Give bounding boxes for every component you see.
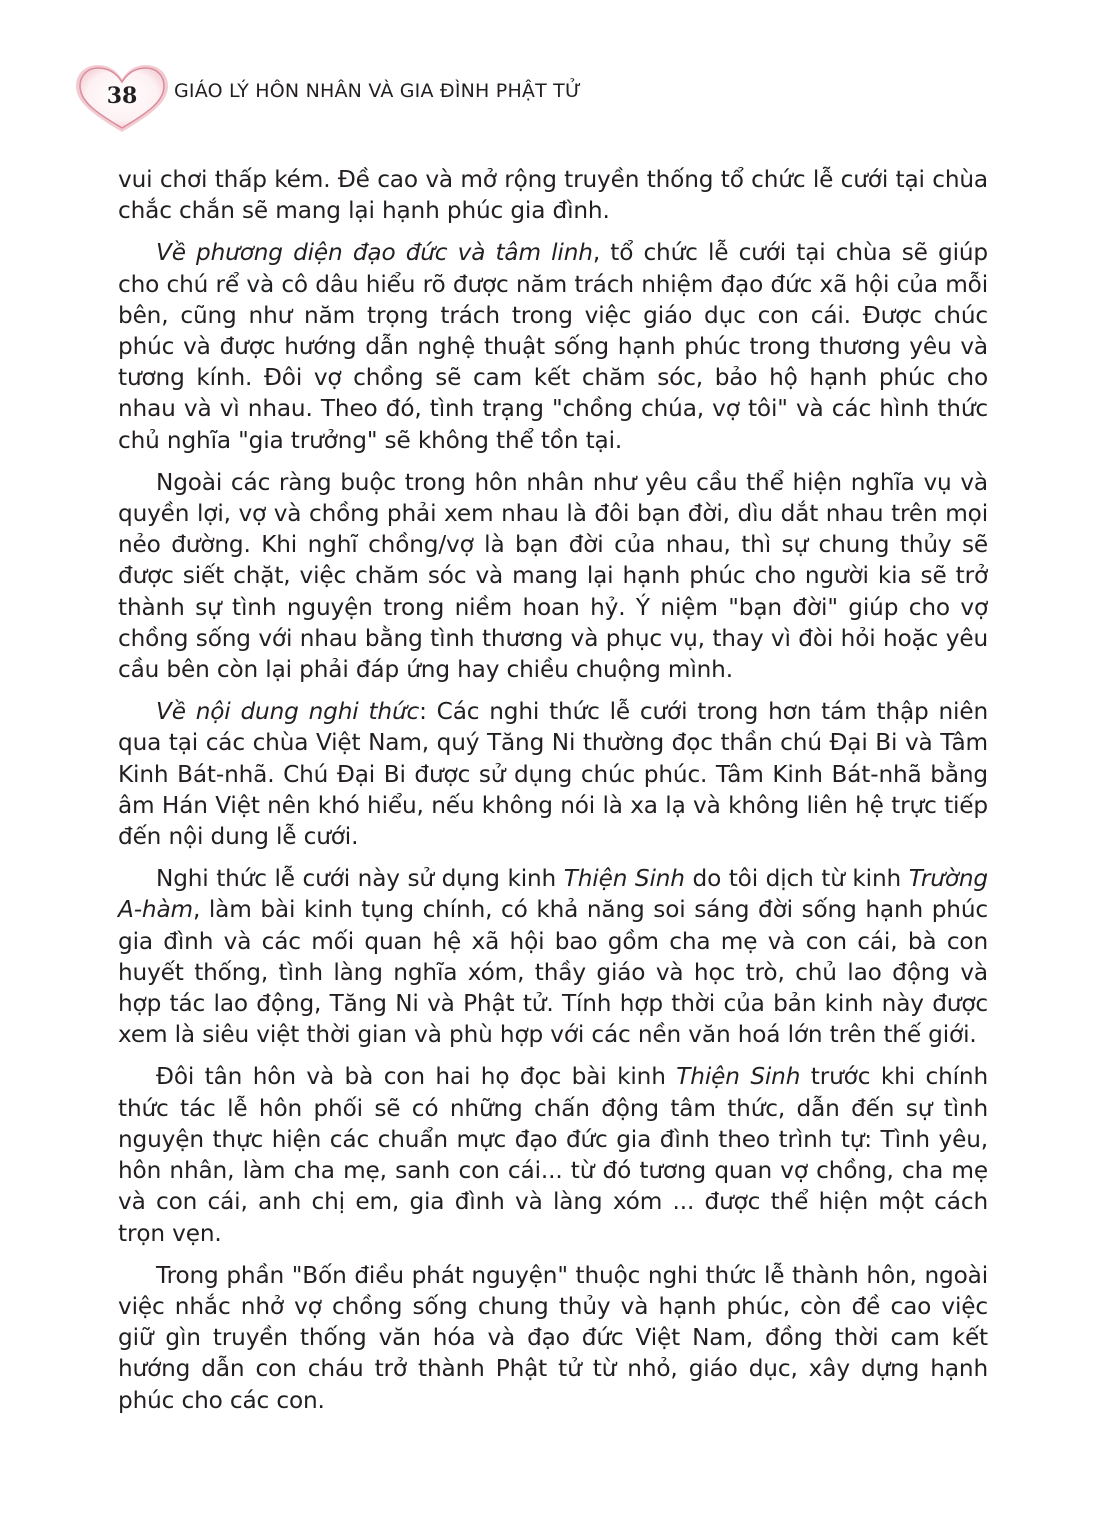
paragraph-3-text: Ngoài các ràng buộc trong hôn nhân như yêu cầu thể hiện nghĩa vụ và quyền lợi, vợ và chồng phải xem nhau là đôi bạn đời, dìu dắt nhau trên mọi nẻo đường. Khi nghĩ chồng/vợ là bạn đời của nhau, thì sự chung thủy sẽ được siết chặt, việc chăm sóc và mang lại hạnh phúc cho người kia sẽ trở thành sự tình nguyện trong niềm hoan hỷ. Ý niệm "bạn đời" giúp cho vợ chồng sống với nhau bằng tình thương và phục vụ, thay vì đòi hỏi hoặc yêu cầu bên còn lại phải đáp ứng hay chiều chuộng mình. xyxy=(118,468,988,684)
paragraph-1 xyxy=(118,164,988,226)
paragraph-5-text-1: Nghi thức lễ cưới này sử dụng kinh xyxy=(156,865,564,893)
paragraph-5-text-3: , làm bài kinh tụng chính, có khả năng soi sáng đời sống hạnh phúc gia đình và các mối quan hệ xã hội bao gồm cha mẹ và con cái, bà con huyết thống, tình làng nghĩa xóm, thầy giáo và học trò, chủ lao động và hợp tác lao động, Tăng Ni và Phật tử. Tính hợp thời của bản kinh này được xem là siêu việt thời gian và phù hợp với các nền văn hoá lớn trên thế giới. xyxy=(118,896,988,1049)
paragraph-2-text: , tổ chức lễ cưới tại chùa sẽ giúp cho chú rể và cô dâu hiểu rõ được năm trách nhiệm đạo đức xã hội của mỗi bên, cũng như năm trọng trách trong việc giáo dục con cái. Được chúc phúc và được hướng dẫn nghệ thuật sống hạnh phúc trong thương yêu và tương kính. Đôi vợ chồng sẽ cam kết chăm sóc, bảo hộ hạnh phúc cho nhau và vì nhau. Theo đó, tình trạng "chồng chúa, vợ tôi" và các hình thức chủ nghĩa "gia trưởng" sẽ không thể tồn tại. xyxy=(118,239,988,454)
paragraph-4 xyxy=(118,696,988,852)
page-number: 38 xyxy=(106,83,138,109)
paragraph-3 xyxy=(118,467,988,685)
paragraph-6-title-1: Thiện Sinh xyxy=(676,1063,801,1091)
paragraph-5-title-1: Thiện Sinh xyxy=(563,865,685,893)
paragraph-5-text-2: do tôi dịch từ kinh xyxy=(684,865,909,893)
paragraph-4-lead: Về nội dung nghi thức xyxy=(156,698,420,726)
running-title: GIÁO LÝ HÔN NHÂN VÀ GIA ĐÌNH PHẬT TỬ xyxy=(174,80,582,102)
paragraph-1-text: vui chơi thấp kém. Đề cao và mở rộng truyền thống tổ chức lễ cưới tại chùa chắc chắn sẽ mang lại hạnh phúc gia đình. xyxy=(118,166,988,225)
page-header xyxy=(72,62,1032,136)
paragraph-7 xyxy=(118,1260,988,1416)
paragraph-5-title-2: Trường A-hàm xyxy=(118,865,988,924)
paragraph-6 xyxy=(118,1061,988,1248)
paragraph-7-text: Trong phần "Bốn điều phát nguyện" thuộc nghi thức lễ thành hôn, ngoài việc nhắc nhở vợ chồng sống chung thủy và hạnh phúc, còn đề cao việc giữ gìn truyền thống văn hóa và đạo đức Việt Nam, đồng thời cam kết hướng dẫn con cháu trở thành Phật tử từ nhỏ, giáo dục, xây dựng hạnh phúc cho các con. xyxy=(118,1261,988,1414)
body-text xyxy=(118,164,988,1427)
paragraph-2-lead: Về phương diện đạo đức và tâm linh xyxy=(156,239,593,267)
paragraph-2 xyxy=(118,237,988,455)
paragraph-6-text-1: Đôi tân hôn và bà con hai họ đọc bài kinh xyxy=(156,1063,677,1091)
paragraph-5 xyxy=(118,863,988,1050)
paragraph-6-text-2: trước khi chính thức tác lễ hôn phối sẽ có những chấn động tâm thức, dẫn đến sự tình nguyện thực hiện các chuẩn mực đạo đức gia đình theo trình tự: Tình yêu, hôn nhân, làm cha mẹ, sanh con cái... từ đó tương quan vợ chồng, cha mẹ và con cái, anh chị em, gia đình và làng xóm ... được thể hiện một cách trọn vẹn. xyxy=(118,1063,988,1247)
paragraph-4-text: : Các nghi thức lễ cưới trong hơn tám thập niên qua tại các chùa Việt Nam, quý Tăng Ni thường đọc thần chú Đại Bi và Tâm Kinh Bát-nhã. Chú Đại Bi được sử dụng chúc phúc. Tâm Kinh Bát-nhã bằng âm Hán Việt nên khó hiểu, nếu không nói là xa lạ và không liên hệ trực tiếp đến nội dung lễ cưới. xyxy=(118,698,988,851)
